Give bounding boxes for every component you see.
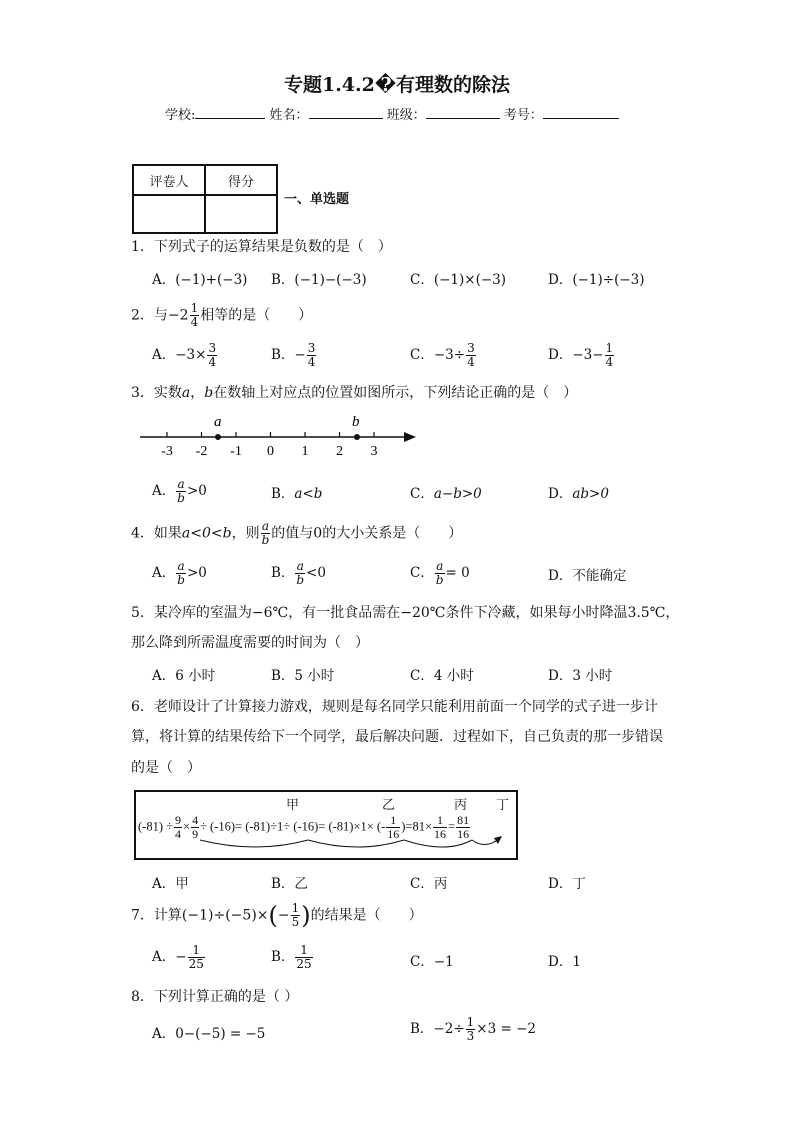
reviewer-cell bbox=[133, 195, 205, 233]
q2-option-b: B．− $\frac{3}{4}$ bbox=[271, 341, 316, 369]
point-b-dot bbox=[354, 434, 360, 440]
q2-option-a: A．−3× $\frac{3}{4}$ bbox=[152, 341, 217, 369]
school-label: 学校: bbox=[165, 108, 196, 123]
school-blank bbox=[195, 104, 265, 119]
relay-figure bbox=[134, 790, 518, 860]
number-line-tick-label: -1 bbox=[230, 444, 242, 459]
question-7-stem: 7．计算(−1)÷(−5)×(− $\frac{1}{5}$ )的结果是（ ） bbox=[131, 901, 423, 930]
question-5-line-2: 那么降到所需温度需要的时间为（ ） bbox=[131, 635, 369, 651]
arrow-head bbox=[494, 836, 502, 844]
q6-option-c: C．丙 bbox=[410, 876, 448, 892]
arrow-3 bbox=[404, 840, 472, 847]
name-blank bbox=[309, 104, 383, 119]
question-5-line-1: 5．某冷库的室温为−6℃，有一批食品需在−20℃条件下冷藏，如果每小时降温3.5℃， bbox=[131, 605, 680, 621]
point-a-label: a bbox=[214, 414, 222, 430]
label-jia: 甲 bbox=[286, 797, 300, 812]
q1-option-c: C．(−1)×(−3) bbox=[410, 272, 507, 288]
question-8-stem: 8．下列计算正确的是（ ） bbox=[131, 989, 299, 1005]
score-header: 得分 bbox=[205, 165, 277, 195]
name-label: 姓名： bbox=[269, 108, 309, 123]
exam-number-label: 考号： bbox=[503, 108, 543, 123]
question-6-line-1: 6．老师设计了计算接力游戏，规则是每名同学只能利用前面一个同学的式子进一步计 bbox=[131, 699, 658, 715]
q6-option-a: A．甲 bbox=[152, 876, 189, 892]
page-title: 专题1.4.2�有理数的除法 bbox=[283, 74, 511, 96]
q5-option-c: C．4 小时 bbox=[410, 668, 474, 684]
q5-option-a: A．6 小时 bbox=[152, 668, 216, 684]
q2-option-c: C．−3÷ $\frac{3}{4}$ bbox=[410, 341, 475, 369]
point-b-label: b bbox=[352, 414, 360, 430]
q8-option-b: B．−2÷ $\frac{1}{3}$ ×3 = −2 bbox=[410, 1015, 536, 1043]
class-label: 班级： bbox=[386, 108, 426, 123]
q7-option-d: D．1 bbox=[548, 954, 581, 970]
score-table bbox=[132, 164, 278, 234]
relay-arrows bbox=[136, 832, 512, 856]
question-3-stem: 3．实数a，b在数轴上对应点的位置如图所示，下列结论正确的是（ ） bbox=[131, 385, 578, 401]
q1-option-b: B．(−1)−(−3) bbox=[271, 272, 367, 288]
q7-option-a: A．− $\frac{1}{25}$ bbox=[152, 943, 204, 971]
q4-option-d: D．不能确定 bbox=[548, 568, 627, 584]
score-cell bbox=[205, 195, 277, 233]
number-line-tick-label: 1 bbox=[301, 444, 309, 459]
q3-option-b: B．a<b bbox=[271, 486, 323, 502]
question-6-line-3: 的是（ ） bbox=[131, 760, 201, 776]
number-line-tick-label: 3 bbox=[370, 444, 378, 459]
q4-option-b: B． $\frac{a}{b}$ <0 bbox=[271, 559, 327, 587]
question-1-stem: 1．下列式子的运算结果是负数的是（ ） bbox=[131, 239, 392, 255]
relay-expression: (-81) ÷ $\frac{9}{4}$ × $\frac{4}{9}$ ÷ (-16)= (-81)÷1÷ (-16)= (-81)×1× (- $\frac{1}{16}$ )=81× $\frac{1}{16}$ = $\frac{81}{16}$ bbox=[138, 813, 470, 841]
label-yi: 乙 bbox=[382, 797, 396, 812]
q7-option-c: C．−1 bbox=[410, 954, 454, 970]
q1-option-d: D．(−1)÷(−3) bbox=[548, 272, 645, 288]
class-blank bbox=[426, 104, 500, 119]
point-a-dot bbox=[215, 434, 221, 440]
q5-option-b: B．5 小时 bbox=[271, 668, 335, 684]
number-line-tick-label: 0 bbox=[267, 444, 274, 459]
exam-number-blank bbox=[543, 104, 619, 119]
q3-option-a: A． $\frac{a}{b}$ >0 bbox=[152, 477, 207, 505]
label-bing: 丙 bbox=[454, 797, 468, 812]
number-line-tick-label: 2 bbox=[336, 444, 343, 459]
arrow-1 bbox=[200, 840, 308, 847]
number-line-figure bbox=[136, 410, 426, 462]
reviewer-header: 评卷人 bbox=[133, 165, 205, 195]
arrow-2 bbox=[308, 840, 404, 847]
number-line-ticks bbox=[161, 432, 377, 459]
section-heading: 一、单选题 bbox=[284, 192, 350, 207]
q3-option-d: D．ab>0 bbox=[548, 486, 609, 502]
q6-option-b: B．乙 bbox=[271, 876, 308, 892]
q3-option-c: C．a−b>0 bbox=[410, 486, 482, 502]
q8-option-a: A．0−(−5) = −5 bbox=[152, 1026, 266, 1042]
q7-option-b: B． $\frac{1}{25}$ bbox=[271, 943, 312, 971]
student-info-line bbox=[165, 104, 619, 123]
q4-option-c: C． $\frac{a}{b}$ = 0 bbox=[410, 559, 470, 587]
number-line-tick-label: -2 bbox=[195, 444, 208, 459]
q1-option-a: A．(−1)+(−3) bbox=[152, 272, 248, 288]
q2-option-d: D．−3− $\frac{1}{4}$ bbox=[548, 341, 614, 369]
number-line-arrow bbox=[404, 432, 416, 442]
q4-option-a: A． $\frac{a}{b}$ >0 bbox=[152, 559, 207, 587]
question-2-stem: 2．与−2 $\frac{1}{4}$ 相等的是（ ） bbox=[131, 301, 313, 329]
question-4-stem: 4．如果a<0<b，则 $\frac{a}{b}$ 的值与0的大小关系是（ ） bbox=[131, 519, 463, 547]
q5-option-d: D．3 小时 bbox=[548, 668, 613, 684]
question-6-line-2: 算，将计算的结果传给下一个同学，最后解决问题．过程如下，自己负责的那一步错误 bbox=[131, 729, 663, 745]
label-ding: 丁 bbox=[496, 797, 510, 812]
number-line-tick-label: -3 bbox=[161, 444, 173, 459]
q6-option-d: D．丁 bbox=[548, 876, 586, 892]
